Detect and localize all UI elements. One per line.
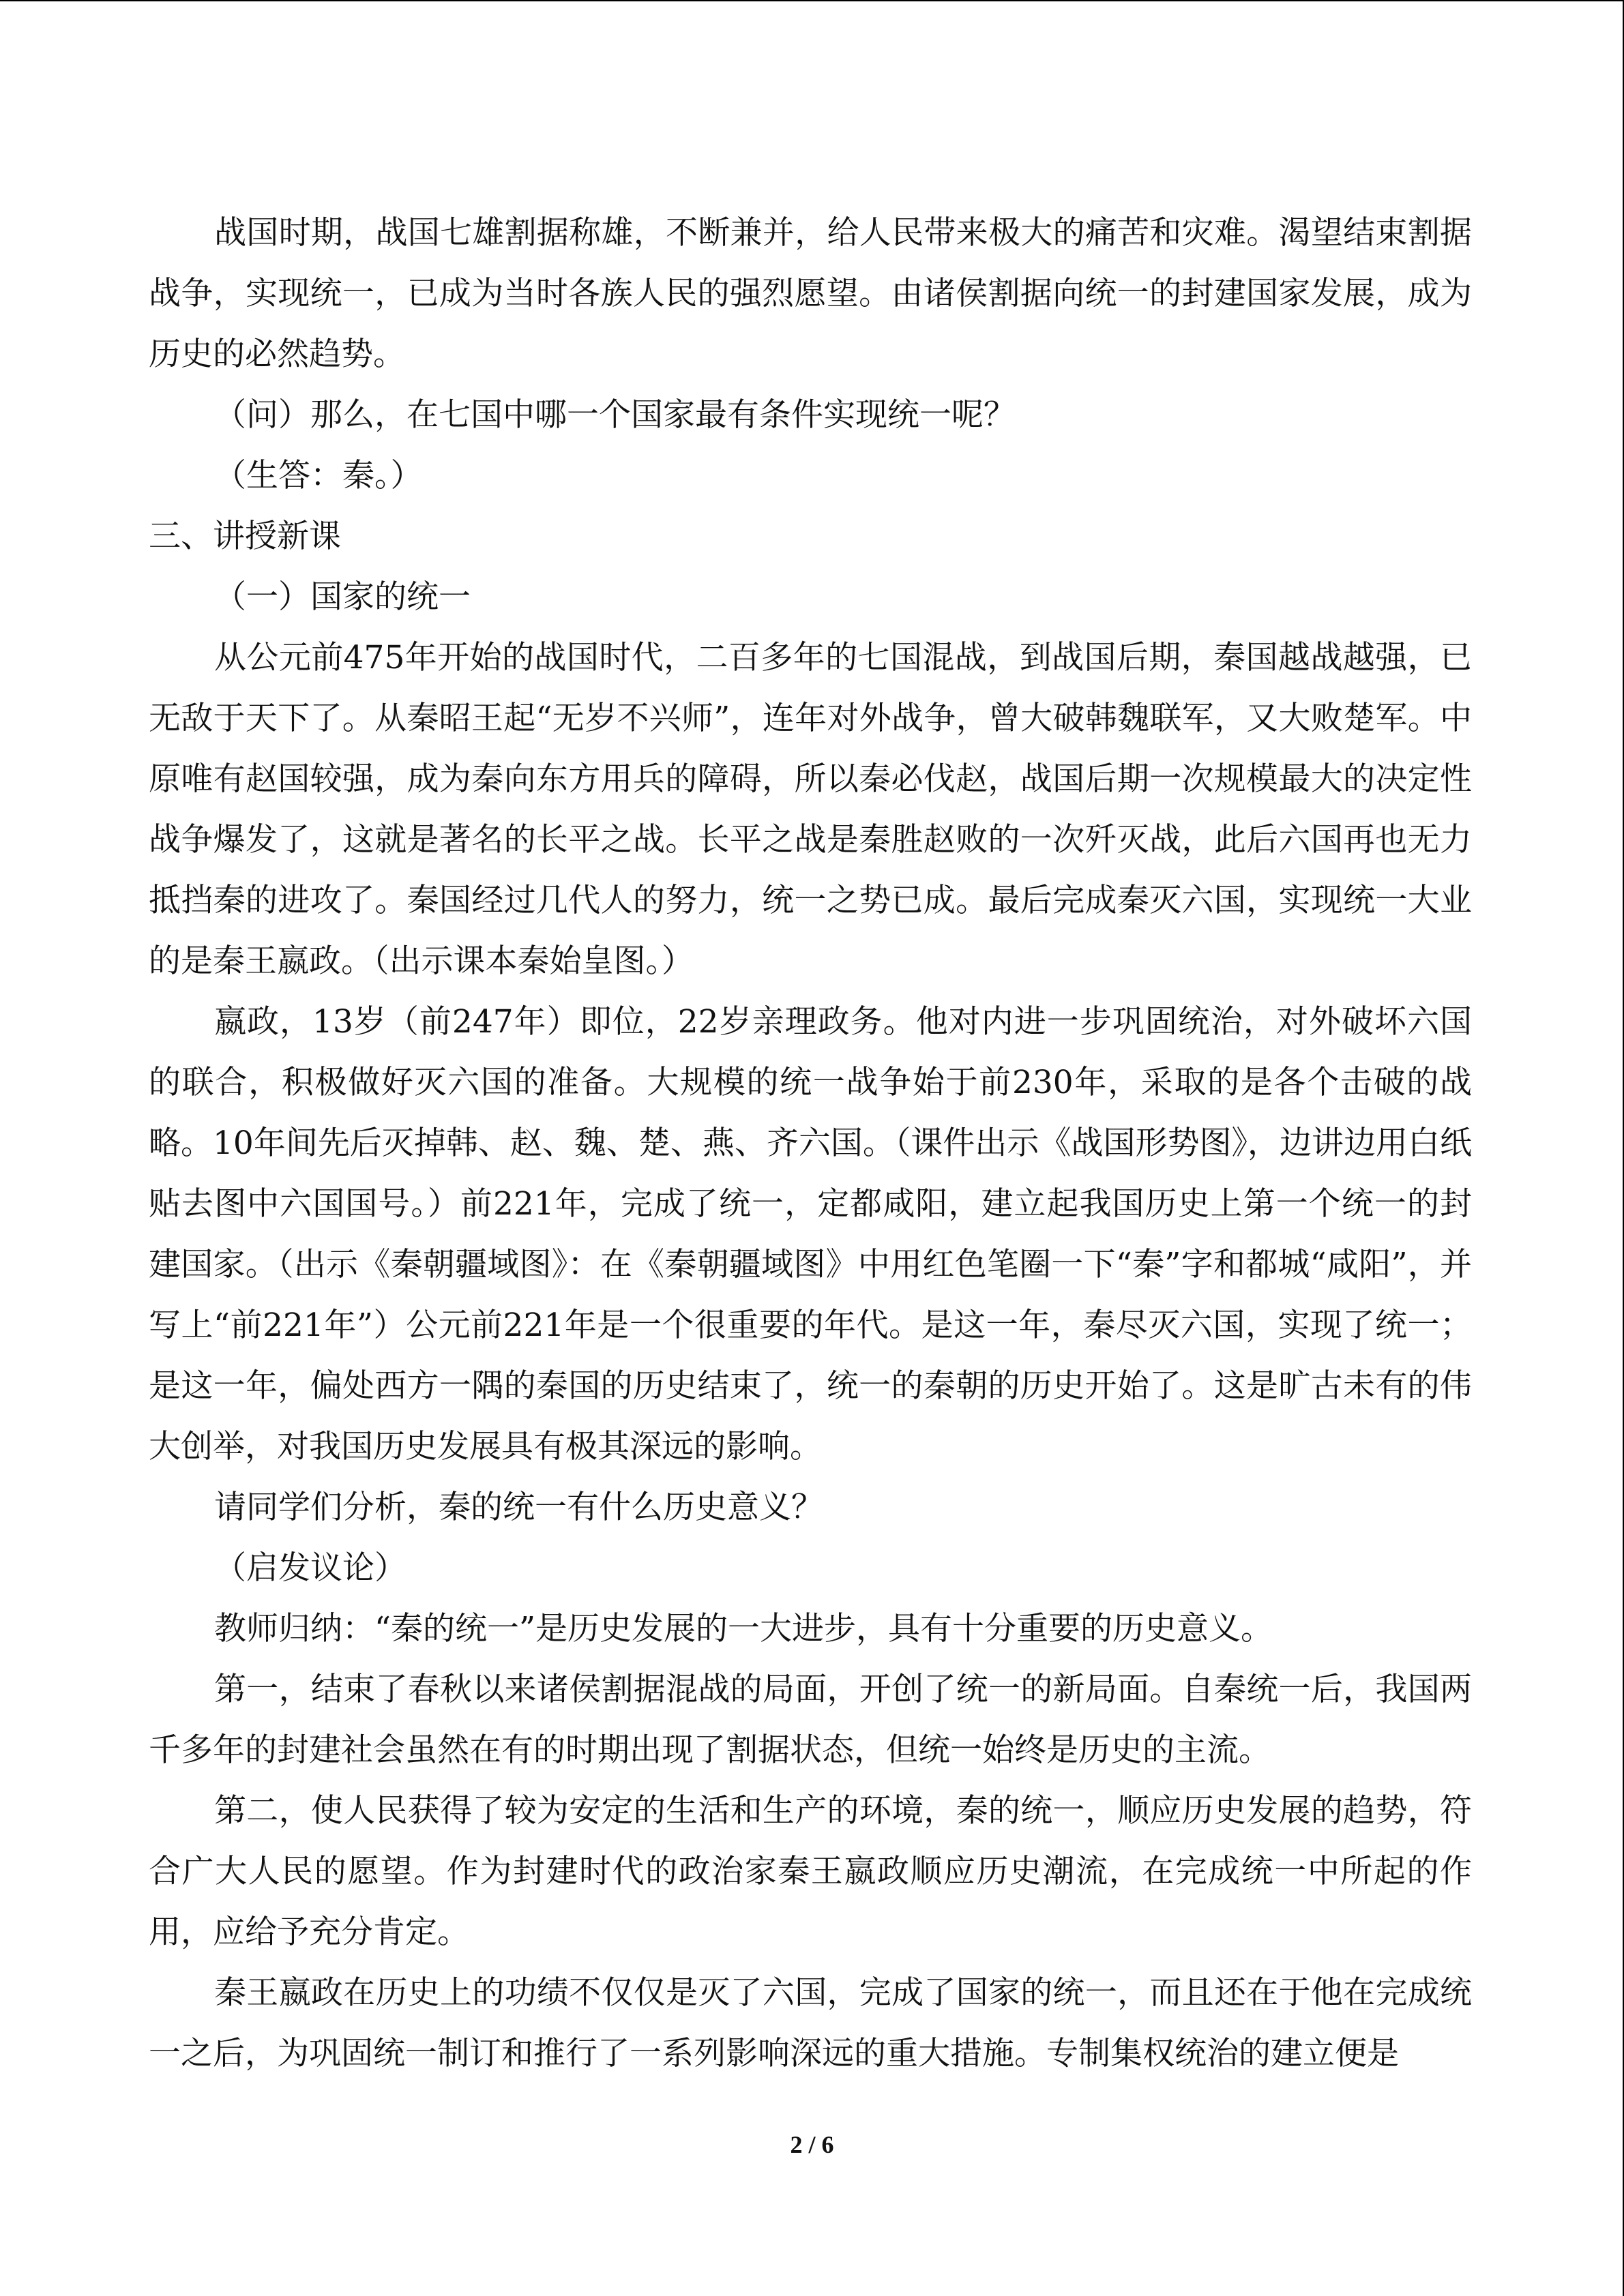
paragraph: 第一，结束了春秋以来诸侯割据混战的局面，开创了统一的新局面。自秦统一后，我国两千多年的封建社会虽然在有的时期出现了割据状态，但统一始终是历史的主流。 — [149, 1671, 1472, 1769]
paragraph: 请同学们分析，秦的统一有什么历史意义？ — [214, 1489, 823, 1526]
document-body — [149, 203, 1472, 2084]
paragraph: 教师归纳：“秦的统一”是历史发展的一大进步，具有十分重要的历史意义。 — [214, 1610, 1273, 1648]
subsection-heading: （一）国家的统一 — [214, 578, 471, 616]
paragraph: 第二，使人民获得了较为安定的生活和生产的环境，秦的统一，顺应历史发展的趋势，符合广大人民的愿望。作为封建时代的政治家秦王嬴政顺应历史潮流，在完成统一中所起的作用，应给予充分肯定。 — [149, 1792, 1472, 1951]
page-number: 2 / 6 — [790, 2131, 834, 2158]
paragraph: （生答：秦。） — [214, 457, 423, 494]
paragraph: 嬴政，13岁（前247年）即位，22岁亲理政务。他对内进一步巩固统治，对外破坏六国的联合，积极做好灭六国的准备。大规模的统一战争始于前230年，采取的是各个击破的战略。10年间先后灭掉韩、赵、魏、楚、燕、齐六国。（课件出示《战国形势图》，边讲边用白纸贴去图中六国国号。）前221年，完成了统一，定都咸阳，建立起我国历史上第一个统一的封建国家。（出示《秦朝疆域图》：在《秦朝疆域图》中用红色笔圈一下“秦”字和都城“咸阳”，并写上“前221年”）公元前221年是一个很重要的年代。是这一年，秦尽灭六国，实现了统一；是这一年，偏处西方一隅的秦国的历史结束了，统一的秦朝的历史开始了。这是旷古未有的伟大创举，对我国历史发展具有极其深远的影响。 — [149, 1003, 1472, 1465]
paragraph: 从公元前475年开始的战国时代，二百多年的七国混战，到战国后期，秦国越战越强，已无敌于天下了。从秦昭王起“无岁不兴师”，连年对外战争，曾大破韩魏联军，又大败楚军。中原唯有赵国较强，成为秦向东方用兵的障碍，所以秦必伐赵，战国后期一次规模最大的决定性战争爆发了，这就是著名的长平之战。长平之战是秦胜赵败的一次歼灭战，此后六国再也无力抵挡秦的进攻了。秦国经过几代人的努力，统一之势已成。最后完成秦灭六国，实现统一大业的是秦王嬴政。（出示课本秦始皇图。） — [149, 639, 1472, 980]
paragraph: 秦王嬴政在历史上的功绩不仅仅是灭了六国，完成了国家的统一，而且还在于他在完成统一之后，为巩固统一制订和推行了一系列影响深远的重大措施。专制集权统治的建立便是 — [149, 1974, 1472, 2072]
paragraph: （问）那么，在七国中哪一个国家最有条件实现统一呢？ — [214, 396, 1016, 434]
paragraph: 战国时期，战国七雄割据称雄，不断兼并，给人民带来极大的痛苦和灾难。渴望结束割据战争，实现统一，已成为当时各族人民的强烈愿望。由诸侯割据向统一的封建国家发展，成为历史的必然趋势。 — [149, 214, 1472, 373]
section-heading: 三、讲授新课 — [149, 518, 341, 555]
paragraph: （启发议论） — [214, 1549, 407, 1587]
